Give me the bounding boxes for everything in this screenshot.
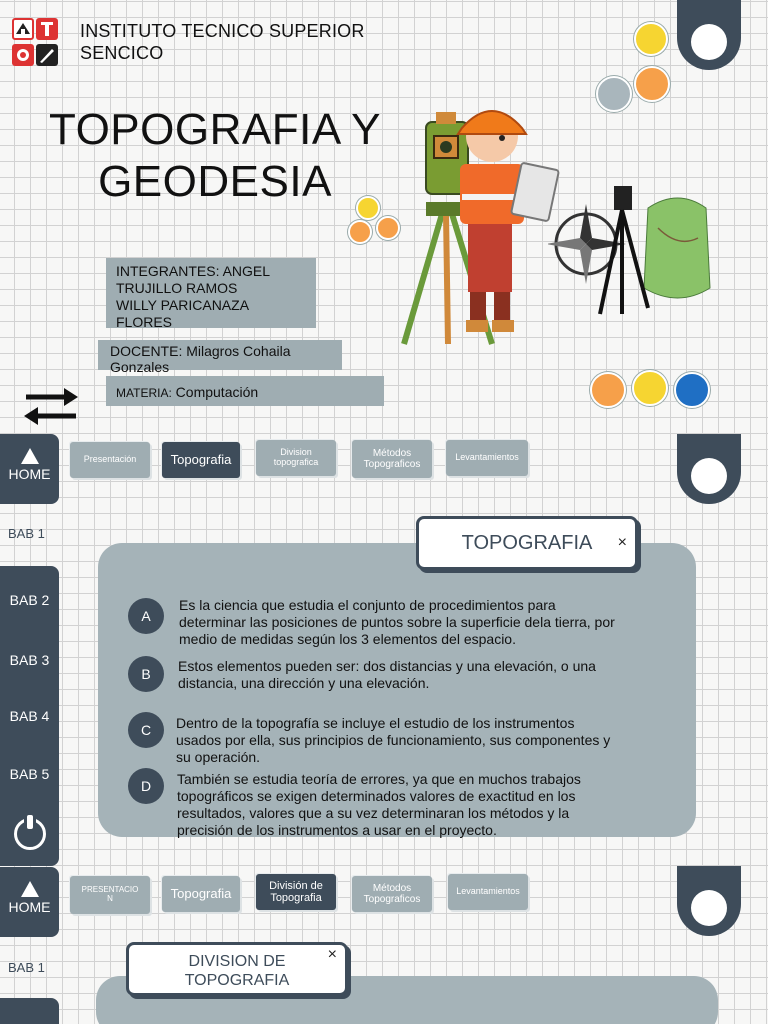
item-line: distancia, una dirección y una elevación. xyxy=(178,675,430,691)
page-title xyxy=(40,104,390,208)
swap-arrows-icon[interactable] xyxy=(22,386,80,426)
card-title-tag xyxy=(126,942,348,996)
orange-dot xyxy=(348,220,372,244)
integrantes-line: INTEGRANTES: ANGEL xyxy=(116,263,271,279)
compass-map-illustration xyxy=(548,178,713,318)
nav-division[interactable] xyxy=(256,874,336,910)
nav-bar xyxy=(70,440,532,484)
logo-quadrant xyxy=(12,18,34,40)
bullet-b xyxy=(128,656,164,692)
materia-value: Computación xyxy=(175,384,259,400)
bullet-letter: C xyxy=(140,722,152,738)
title-line: GEODESIA xyxy=(98,157,332,206)
nav-label: División de Topografia xyxy=(269,879,323,904)
card-title: DIVISION DE xyxy=(188,953,286,970)
bullet-a xyxy=(128,598,164,634)
home-button[interactable] xyxy=(0,434,59,504)
item-line: resultados, valores que a su vez determinaran los métodos y la xyxy=(177,805,570,821)
nav-label: Topografia xyxy=(170,451,232,467)
bullet-letter: A xyxy=(141,608,151,624)
sidebar-item-bab2[interactable]: BAB 2 xyxy=(9,592,50,608)
logo-quadrant xyxy=(36,44,58,66)
item-line: usados por ella, sus principios de funcionamiento, sus componentes y xyxy=(176,732,611,748)
nav-topografia[interactable] xyxy=(162,876,240,912)
item-line: Es la ciencia que estudia el conjunto de procedimientos para xyxy=(179,597,556,613)
home-icon xyxy=(21,448,39,464)
card-title: TOPOGRAFIA xyxy=(184,972,290,989)
integrantes-box xyxy=(106,258,316,328)
item-d-text xyxy=(177,771,647,839)
surveyor-illustration xyxy=(396,94,566,350)
nav-label: Presentación xyxy=(83,454,137,465)
materia-box xyxy=(106,376,384,406)
corner-tab xyxy=(677,434,741,504)
item-b-text xyxy=(178,658,648,692)
institution-line: SENCICO xyxy=(80,43,164,63)
power-icon[interactable] xyxy=(14,818,46,850)
nav-bar xyxy=(70,872,532,916)
close-icon[interactable]: × xyxy=(327,946,337,963)
title-line: TOPOGRAFIA Y xyxy=(48,105,382,154)
nav-label: Métodos Topograficos xyxy=(363,448,421,470)
nav-label: Topografia xyxy=(170,885,232,901)
nav-label: Levantamientos xyxy=(456,886,520,897)
nav-label: PRESENTACIO N xyxy=(81,885,139,903)
gray-dot xyxy=(596,76,632,112)
card-title-tag xyxy=(416,516,638,570)
bab1-label[interactable]: BAB 1 xyxy=(8,526,45,541)
bullet-letter: D xyxy=(140,778,152,794)
home-label: HOME xyxy=(8,899,51,915)
nav-division[interactable] xyxy=(256,440,336,476)
logo-quadrant xyxy=(36,18,58,40)
close-icon[interactable]: × xyxy=(617,534,627,551)
docente-line: DOCENTE: Milagros Cohaila xyxy=(110,343,291,359)
bullet-d xyxy=(128,768,164,804)
home-icon xyxy=(21,881,39,897)
sidebar-item-bab3[interactable]: BAB 3 xyxy=(9,652,50,668)
materia-label: MATERIA: xyxy=(116,386,172,400)
item-line: topográficos se exigen determinados valores de exactitud en los xyxy=(177,788,576,804)
docente-box xyxy=(98,340,342,375)
card-title: TOPOGRAFIA xyxy=(461,532,593,554)
docente-line: Gonzales xyxy=(110,359,170,375)
sidebar-item-bab5[interactable]: BAB 5 xyxy=(9,766,50,782)
sidebar-item-bab4[interactable]: BAB 4 xyxy=(9,708,50,724)
item-a-text xyxy=(179,597,649,648)
sencico-logo xyxy=(12,18,60,68)
nav-label: Levantamientos xyxy=(455,452,519,463)
nav-levantamientos[interactable] xyxy=(446,440,528,476)
chapter-sidebar xyxy=(0,998,59,1024)
item-line: su operación. xyxy=(176,749,261,765)
orange-dot xyxy=(590,372,626,408)
item-line: Dentro de la topografía se incluye el estudio de los instrumentos xyxy=(176,715,575,731)
corner-tab xyxy=(677,866,741,936)
blue-dot xyxy=(674,372,710,408)
institution-line: INSTITUTO TECNICO SUPERIOR xyxy=(80,21,365,41)
bab1-label[interactable]: BAB 1 xyxy=(8,960,45,975)
integrantes-line: TRUJILLO RAMOS xyxy=(116,280,238,296)
nav-metodos[interactable] xyxy=(352,876,432,912)
item-line: También se estudia teoría de errores, ya que en muchos trabajos xyxy=(177,771,581,787)
home-label: HOME xyxy=(8,466,51,482)
yellow-dot xyxy=(632,370,668,406)
nav-label: Division topografica xyxy=(273,447,319,467)
yellow-dot xyxy=(356,196,380,220)
yellow-dot xyxy=(634,22,668,56)
item-line: determinar las posiciones de puntos sobre la superficie dela tierra, por xyxy=(179,614,615,630)
corner-tab xyxy=(677,0,741,70)
bullet-c xyxy=(128,712,164,748)
nav-label: Métodos Topograficos xyxy=(363,883,421,905)
bullet-letter: B xyxy=(141,666,151,682)
nav-topografia[interactable] xyxy=(162,442,240,478)
nav-metodos[interactable] xyxy=(352,440,432,478)
item-line: Estos elementos pueden ser: dos distancias y una elevación, o una xyxy=(178,658,596,674)
nav-levantamientos[interactable] xyxy=(448,874,528,910)
logo-quadrant xyxy=(12,44,34,66)
item-c-text xyxy=(176,715,646,766)
home-button[interactable] xyxy=(0,867,59,937)
nav-presentacion[interactable] xyxy=(70,442,150,478)
item-line: medio de medidas según los 3 elementos del espacio. xyxy=(179,631,516,647)
item-line: precisión de los instrumentos a usar en el proyecto. xyxy=(177,822,497,838)
integrantes-line: WILLY PARICANAZA FLORES xyxy=(116,297,249,330)
nav-presentacion[interactable] xyxy=(70,876,150,914)
chapter-sidebar xyxy=(0,566,59,866)
institution-name xyxy=(80,20,365,64)
orange-dot xyxy=(634,66,670,102)
